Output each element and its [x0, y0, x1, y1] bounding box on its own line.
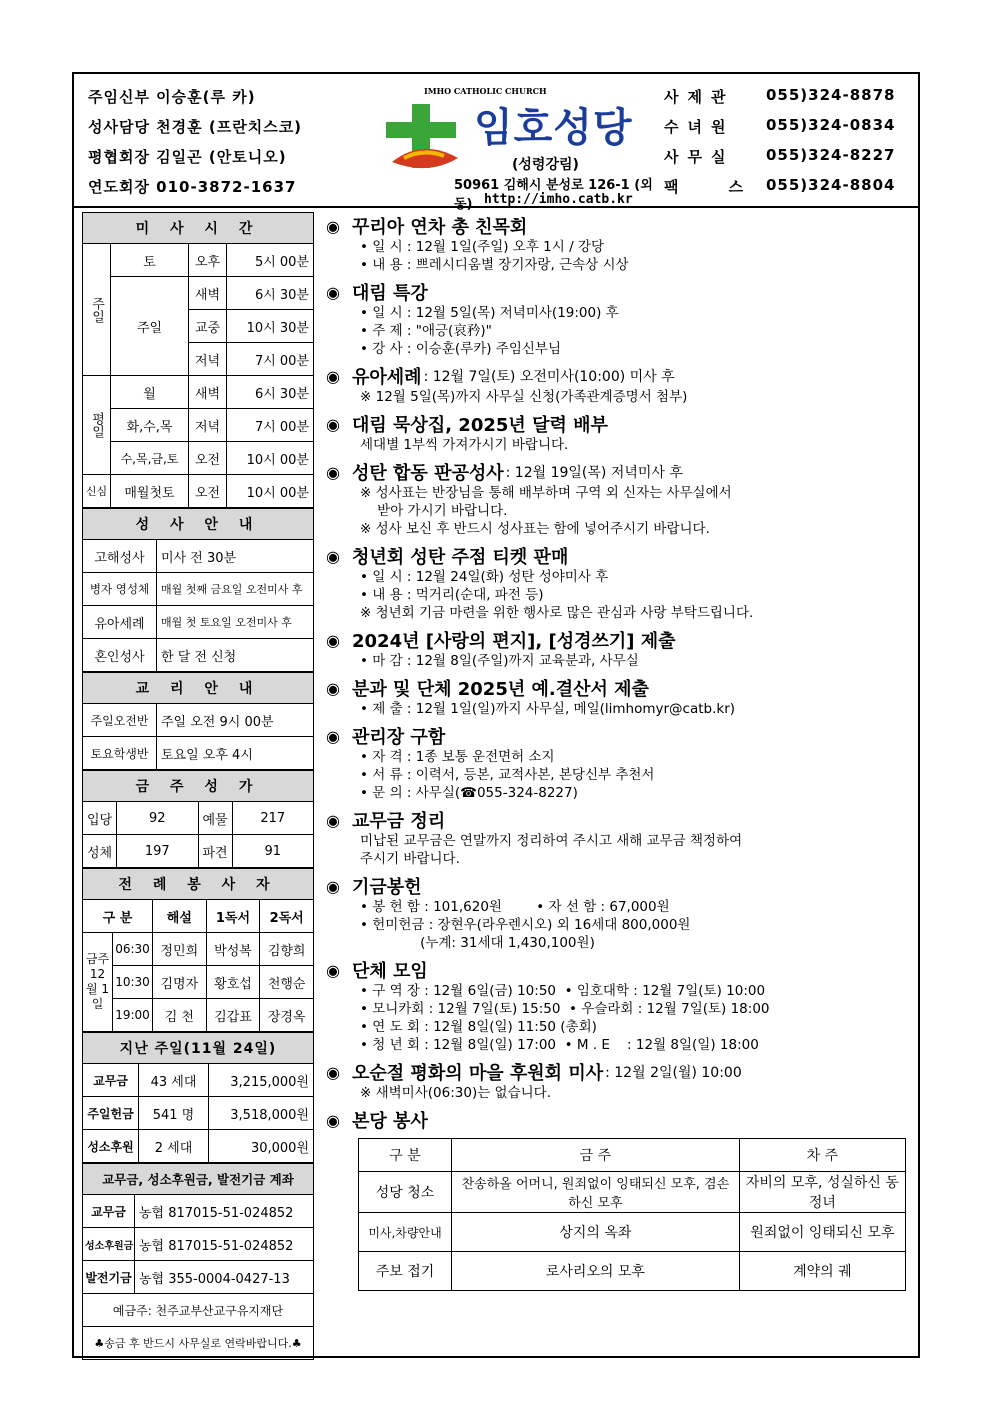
section-title: 미 사 시 간 [83, 213, 314, 244]
text-label: 청년회 성탄 주점 티켓 판매 [352, 547, 569, 568]
church-name: 임호성당 [474, 105, 633, 151]
bullet-icon: ◉ [326, 1110, 340, 1130]
notice-line: ※ 새벽미사(06:30)는 없습니다. [360, 1085, 551, 1101]
text-label: : 12월 19일(목) 저녁미사 후 [505, 465, 683, 481]
text-label: 055)324-8227 [766, 146, 896, 164]
text-label: 대림 묵상집, 2025년 달력 배부 [352, 415, 608, 436]
notice-line: • 모니카회 : 12월 7일(토) 15:50 • 우슬라회 : 12월 7일(토) 18:00 [360, 1001, 770, 1017]
notice-title [326, 808, 916, 832]
table-cell: 성소후원금 [83, 1228, 135, 1261]
table-cell: 토 [111, 244, 189, 277]
table-cell: 한 달 전 신청 [157, 639, 314, 672]
notice-line: ※ 12월 5일(목)까지 사무실 신청(가족관계증명서 첨부) [360, 389, 688, 405]
last-week-table [82, 1032, 314, 1163]
text-label: 055)324-0834 [766, 116, 896, 134]
table-cell: 찬송하올 어머니, 원죄없이 잉태되신 모후, 겸손하신 모후 [452, 1172, 740, 1213]
notice-item [326, 1108, 916, 1132]
notice-title [326, 364, 916, 388]
table-cell: 금 주 [452, 1139, 740, 1172]
table-cell: 197 [117, 835, 199, 868]
table-cell: 3,215,000원 [209, 1064, 314, 1097]
notice-line: • 제 출 : 12월 1일(일)까지 사무실, 메일(limhomyr@catb.kr) [360, 701, 736, 717]
notice-title [326, 676, 916, 700]
notice-item [326, 676, 916, 718]
table-row [359, 1252, 906, 1291]
table-cell: 2 세대 [139, 1130, 209, 1163]
table-cell: 저녁 [189, 343, 227, 376]
bullet-icon: ◉ [326, 414, 340, 434]
church-subtitle: (성령강림) [512, 157, 579, 173]
table-cell: 고해성사 [83, 540, 157, 573]
hymns-table [82, 770, 314, 868]
table-cell: 주일헌금 [83, 1097, 139, 1130]
table-cell: 박성복 [206, 933, 260, 966]
table-cell: 유아세례 [83, 606, 157, 639]
notice-title [326, 628, 916, 652]
table-cell: 전 례 봉 사 자 [83, 869, 314, 900]
text-label: 수녀원 [664, 118, 735, 136]
table-cell: 천행순 [260, 966, 314, 999]
notice-item [326, 724, 916, 802]
table-cell: 토요일 오후 4시 [157, 737, 314, 770]
notice-line: 미납된 교무금은 연말까지 정리하여 주시고 새해 교무금 책정하여 [360, 833, 743, 849]
sidebar [82, 212, 316, 1360]
notice-line: • 마 감 : 12월 8일(주일)까지 교육분과, 사무실 [360, 653, 639, 669]
notice-title [326, 958, 916, 982]
table-cell: 매월 첫 토요일 오전미사 후 [157, 606, 314, 639]
table-cell: 신심 [83, 475, 111, 508]
text-label: 055)324-8804 [766, 176, 896, 194]
table-cell: 92 [117, 802, 199, 835]
text-label: 유아세례 [352, 367, 422, 388]
table-cell: 미사 전 30분 [157, 540, 314, 573]
table-cell: 성당 청소 [359, 1172, 452, 1213]
logo-arc-text: IMHO CATHOLIC CHURCH [424, 86, 547, 96]
table-cell: 구 분 [83, 900, 153, 933]
table-cell: 06:30 [113, 933, 153, 966]
table-cell: 3,518,000원 [209, 1097, 314, 1130]
notice-line: • 일 시 : 12월 1일(주일) 오후 1시 / 강당 [360, 239, 605, 255]
table-cell: 미사,차량안내 [359, 1213, 452, 1252]
table-cell: 7시 00분 [227, 343, 314, 376]
table-cell: 김명자 [153, 966, 207, 999]
text-label: 단체 모임 [352, 961, 428, 982]
notice-line: • 내 용 : 먹거리(순대, 파전 등) [360, 587, 544, 603]
notice-line: ※ 청년회 기금 마련을 위한 행사로 많은 관심과 사랑 부탁드립니다. [360, 605, 754, 621]
notice-line: • 자 격 : 1종 보통 운전면허 소지 [360, 749, 555, 765]
table-cell: 오전 [189, 442, 227, 475]
table-cell: 541 명 [139, 1097, 209, 1130]
table-cell: 원죄없이 잉태되신 모후 [739, 1213, 905, 1252]
notice-title [326, 1108, 916, 1132]
notice-line: (누계: 31세대 1,430,100원) [360, 935, 595, 951]
table-cell: ♣송금 후 반드시 사무실로 연락바랍니다.♣ [83, 1327, 314, 1360]
table-cell: 김향희 [260, 933, 314, 966]
table-cell: 주일오전반 [83, 704, 157, 737]
church-logo [374, 82, 654, 212]
table-cell: 6시 30분 [227, 277, 314, 310]
table-cell: 계약의 궤 [739, 1252, 905, 1291]
table-cell: 성소후원 [83, 1130, 139, 1163]
table-cell: 교무금 [83, 1195, 135, 1228]
table-cell: 교무금, 성소후원금, 발전기금 계좌 [83, 1164, 314, 1195]
contact-row [664, 116, 914, 146]
sacraments-table [82, 508, 314, 672]
notice-title [326, 280, 916, 304]
bullet-icon: ◉ [326, 282, 340, 302]
notice-title [326, 1060, 916, 1084]
bullet-icon: ◉ [326, 630, 340, 650]
table-cell: 교중 [189, 310, 227, 343]
table-cell: 농협 817015-51-024852 [135, 1195, 314, 1228]
table-cell: 교 리 안 내 [83, 673, 314, 704]
notice-line: 세대별 1부씩 가져가시기 바랍니다. [360, 437, 569, 453]
notice-line: • 주 제 : "애긍(哀矜)" [360, 323, 492, 339]
notice-line: ※ 성사표는 반장님을 통해 배부하며 구역 외 신자는 사무실에서 [360, 485, 732, 501]
cross-emblem-icon [378, 100, 468, 180]
group-label: 주일 [83, 244, 111, 376]
group-label: 평일 [83, 376, 111, 475]
notice-item [326, 544, 916, 622]
table-cell: 황호섭 [206, 966, 260, 999]
table-cell: 구 분 [359, 1139, 452, 1172]
table-cell: 오전 [189, 475, 227, 508]
text-label: 꾸리아 연차 총 친목회 [352, 217, 528, 238]
table-cell: 10시 00분 [227, 475, 314, 508]
table-cell: 농협 817015-51-024852 [135, 1228, 314, 1261]
notice-line: • 문 의 : 사무실(☎055-324-8227) [360, 785, 578, 801]
notice-line: • 서 류 : 이력서, 등본, 교적사본, 본당신부 추천서 [360, 767, 655, 783]
table-cell: 병자 영성체 [83, 573, 157, 606]
table-cell: 2독서 [260, 900, 314, 933]
table-row [359, 1213, 906, 1252]
notice-title [326, 544, 916, 568]
table-cell: 금주 12월 1일 [83, 933, 113, 1032]
table-cell: 발전기금 [83, 1261, 135, 1294]
church-url[interactable]: http://imho.catb.kr [484, 192, 633, 207]
table-cell: 성 사 안 내 [83, 509, 314, 540]
text-label: : 12월 2일(월) 10:00 [605, 1065, 742, 1081]
notice-item [326, 280, 916, 358]
text-label: 2024년 [사랑의 편지], [성경쓰기] 제출 [352, 631, 676, 652]
bullet-icon: ◉ [326, 366, 340, 386]
contact-row [664, 86, 914, 116]
table-cell: 19:00 [113, 999, 153, 1032]
table-cell: 파견 [198, 835, 232, 868]
header [74, 74, 918, 212]
notice-line: • 일 시 : 12월 24일(화) 성탄 성야미사 후 [360, 569, 609, 585]
bullet-icon: ◉ [326, 462, 340, 482]
table-cell: 주일 오전 9시 00분 [157, 704, 314, 737]
notice-item [326, 460, 916, 538]
table-cell: 10시 00분 [227, 442, 314, 475]
table-cell: 10시 30분 [227, 310, 314, 343]
text-label: : 12월 7일(토) 오전미사(10:00) 미사 후 [423, 369, 675, 385]
table-cell: 10:30 [113, 966, 153, 999]
notice-line: • 헌미헌금 : 장현우(라우렌시오) 외 16세대 800,000원 [360, 917, 691, 933]
table-cell: 수,목,금,토 [111, 442, 189, 475]
table-cell: 주일 [111, 277, 189, 376]
text-label: 사제관 [664, 88, 735, 106]
table-cell: 예금주: 천주교부산교구유지재단 [83, 1294, 314, 1327]
text-label: 관리장 구함 [352, 727, 446, 748]
table-cell: 5시 00분 [227, 244, 314, 277]
table-cell: 오후 [189, 244, 227, 277]
table-cell: 월 [111, 376, 189, 409]
notice-item [326, 958, 916, 1054]
service-table [358, 1138, 906, 1291]
table-cell: 금 주 성 가 [83, 771, 314, 802]
bullet-icon: ◉ [326, 876, 340, 896]
notice-item [326, 808, 916, 868]
table-cell: 30,000원 [209, 1130, 314, 1163]
table-cell: 43 세대 [139, 1064, 209, 1097]
table-cell: 매월 첫째 금요일 오전미사 후 [157, 573, 314, 606]
bullet-icon: ◉ [326, 810, 340, 830]
text-label: 성탄 합동 판공성사 [352, 463, 504, 484]
table-cell: 장경옥 [260, 999, 314, 1032]
text-label: 오순절 평화의 마을 후원회 미사 [352, 1063, 604, 1084]
notice-line: • 구 역 장 : 12월 6일(금) 10:50 • 임호대학 : 12월 7일(토) 10:00 [360, 983, 766, 999]
table-cell: 예물 [198, 802, 232, 835]
notice-line: • 일 시 : 12월 5일(목) 저녁미사(19:00) 후 [360, 305, 619, 321]
bullet-icon: ◉ [326, 726, 340, 746]
table-cell: 주보 접기 [359, 1252, 452, 1291]
staff-line: 평협회장 김일곤 (안토니오) [88, 148, 287, 166]
notice-title [326, 724, 916, 748]
bullet-icon: ◉ [326, 1062, 340, 1082]
notice-item [326, 1060, 916, 1102]
text-label: 기금봉헌 [352, 877, 422, 898]
notice-line: • 내 용 : 쁘레시디움별 장기자랑, 근속상 시상 [360, 257, 629, 273]
doctrine-table [82, 672, 314, 770]
contact-list [664, 86, 914, 206]
notice-item [326, 874, 916, 952]
table-cell: 저녁 [189, 409, 227, 442]
notice-line: ※ 성사 보신 후 반드시 성사표는 함에 넣어주시기 바랍니다. [360, 521, 710, 537]
bullet-icon: ◉ [326, 960, 340, 980]
text-label: 대림 특강 [352, 283, 428, 304]
table-cell: 매월첫토 [111, 475, 189, 508]
notice-title [326, 412, 916, 436]
text-label: 본당 봉사 [352, 1111, 428, 1132]
table-cell: 6시 30분 [227, 376, 314, 409]
text-label: 분과 및 단체 2025년 예.결산서 제출 [352, 679, 649, 700]
table-cell: 농협 355-0004-0427-13 [135, 1261, 314, 1294]
table-cell: 김 천 [153, 999, 207, 1032]
notice-line: 받아 가시기 바랍니다. [360, 503, 508, 519]
table-cell: 로사리오의 모후 [452, 1252, 740, 1291]
contact-row [664, 176, 914, 206]
contact-row [664, 146, 914, 176]
bullet-icon: ◉ [326, 546, 340, 566]
staff-line: 주임신부 이승훈(루 카) [88, 88, 256, 106]
mass-times-table [82, 212, 314, 508]
table-cell: 새벽 [189, 277, 227, 310]
notice-item [326, 628, 916, 670]
notice-item [326, 364, 916, 406]
notice-line: 주시기 바랍니다. [360, 851, 460, 867]
notice-item [326, 214, 916, 274]
table-cell: 217 [232, 802, 314, 835]
notice-title [326, 460, 916, 484]
table-cell: 혼인성사 [83, 639, 157, 672]
table-cell: 교무금 [83, 1064, 139, 1097]
servers-table [82, 868, 314, 1032]
table-cell: 지난 주일(11월 24일) [83, 1033, 314, 1064]
table-cell: 1독서 [206, 900, 260, 933]
staff-line: 성사담당 천경훈 (프란치스코) [88, 118, 303, 136]
table-cell: 정민희 [153, 933, 207, 966]
church-address: 50961 김해시 분성로 126-1 (외동) [454, 178, 653, 212]
bulletin-page [72, 72, 920, 1358]
notice-title [326, 214, 916, 238]
table-cell: 상지의 옥좌 [452, 1213, 740, 1252]
table-cell: 자비의 모후, 성실하신 동정녀 [739, 1172, 905, 1213]
notice-line: • 강 사 : 이승훈(루카) 주임신부님 [360, 341, 561, 357]
bullet-icon: ◉ [326, 678, 340, 698]
accounts-table [82, 1163, 314, 1360]
notice-line: • 청 년 회 : 12월 8일(일) 17:00 • M . E : 12월 8일(일) 18:00 [360, 1037, 759, 1053]
table-row [359, 1172, 906, 1213]
table-cell: 김갑표 [206, 999, 260, 1032]
staff-list [88, 86, 358, 206]
staff-line: 연도회장 010-3872-1637 [88, 178, 297, 196]
notice-title [326, 874, 916, 898]
text-label: 055)324-8878 [766, 86, 896, 104]
table-cell: 입당 [83, 802, 117, 835]
table-cell: 해설 [153, 900, 207, 933]
table-cell: 91 [232, 835, 314, 868]
notice-line: • 봉 헌 함 : 101,620원 • 자 선 함 : 67,000원 [360, 899, 670, 915]
table-cell: 성체 [83, 835, 117, 868]
notices [326, 214, 916, 1291]
text-label: 팩스 [664, 178, 793, 196]
text-label: 교무금 정리 [352, 811, 446, 832]
bullet-icon: ◉ [326, 216, 340, 236]
table-cell: 토요학생반 [83, 737, 157, 770]
notice-item [326, 412, 916, 454]
table-cell: 새벽 [189, 376, 227, 409]
notice-line: • 연 도 회 : 12월 8일(일) 11:50 (총회) [360, 1019, 597, 1035]
table-cell: 화,수,목 [111, 409, 189, 442]
table-cell: 7시 00분 [227, 409, 314, 442]
text-label: 사무실 [664, 148, 735, 166]
table-cell: 차 주 [739, 1139, 905, 1172]
